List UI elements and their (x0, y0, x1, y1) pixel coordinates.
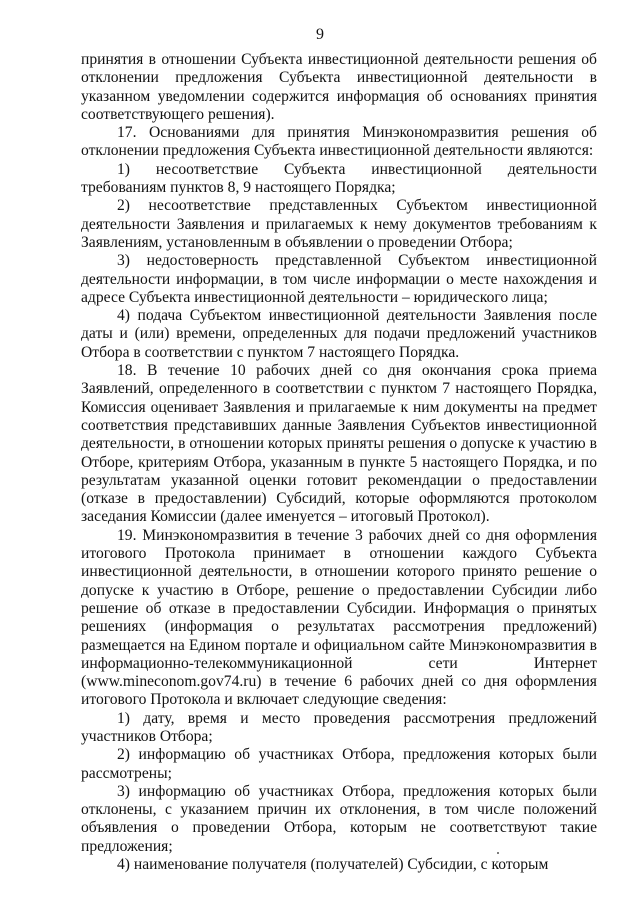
paragraph-subitem-19-4: 4) наименование получателя (получателей) Субсидии, с которым (117, 856, 549, 874)
paragraph-subitem-17-4: 4) подача Субъектом инвестиционной деятельности Заявления после даты и (или) времени, определенных для подачи предложений участников Отбора в соответствии с пунктом 7 настоящего Порядка. (81, 307, 597, 361)
paragraph-item-17: 17. Основаниями для принятия Минэкономразвития решения об отклонении предложения Субъекта инвестиционной деятельности являются: (81, 124, 597, 160)
paragraph-subitem-17-3: 3) недостоверность представленной Субъектом инвестиционной деятельности информации, в том числе информации о месте нахождения и адресе Субъекта инвестиционной деятельности – юридического лица; (81, 252, 597, 306)
paragraph-item-18: 18. В течение 10 рабочих дней со дня окончания срока приема Заявлений, определенного в соответствии с пунктом 7 настоящего Порядка, Комиссия оценивает Заявления и прилагаемые к ним документы на предмет соответствия представивших данные Заявления Субъектов инвестиционной деятельности, в отношении которых приняты решения о допуске к участию в Отборе, критериям Отбора, указанным в пункте 5 настоящего Порядка, и по результатам указанной оценки готовит рекомендации о предоставлении (отказе в предоставлении) Субсидий, которые оформляются протоколом заседания Комиссии (далее именуется – итоговый Протокол). (81, 362, 597, 526)
paragraph-subitem-19-3: 3) информацию об участниках Отбора, предложения которых были отклонены, с указанием причин их отклонения, в том числе положений объявления о проведении Отбора, которым не соответствуют такие предложения; (81, 782, 597, 855)
paragraph-item-19: 19. Минэкономразвития в течение 3 рабочих дней со дня оформления итогового Протокола принимает в отношении каждого Субъекта инвестиционной деятельности, в отношении которого принято решение о допуске к участию в Отборе, решение о предоставлении Субсидии либо решение об отказе в предоставлении Субсидии. Информация о принятых решениях (информация о результатах рассмотрения предложений) размещается на Едином портале и официальном сайте Минэкономразвития в информационно-телекоммуникационной сети Интернет (www.mineconom.gov74.ru) в течение 6 рабочих дней со дня оформления итогового Протокола и включает следующие сведения: (81, 526, 597, 709)
paragraph-subitem-17-1: 1) несоответствие Субъекта инвестиционной деятельности требованиям пунктов 8, 9 настоящего Порядка; (81, 160, 597, 197)
document-body (81, 51, 597, 874)
page-number: 9 (316, 26, 324, 43)
paragraph-subitem-19-2: 2) информацию об участниках Отбора, предложения которых были рассмотрены; (81, 746, 597, 782)
paragraph-subitem-19-1: 1) дату, время и место проведения рассмотрения предложений участников Отбора; (81, 709, 597, 745)
paragraph-subitem-17-2: 2) несоответствие представленных Субъектом инвестиционной деятельности Заявления и прилагаемых к нему документов требованиям к Заявлениям, установленным в объявлении о проведении Отбора; (81, 197, 597, 251)
paragraph-continuation: принятия в отношении Субъекта инвестиционной деятельности решения об отклонении предложения Субъекта инвестиционной деятельности в указанном уведомлении содержится информация об основаниях принятия соответствующего решения). (81, 51, 597, 123)
scan-speck (497, 852, 499, 854)
